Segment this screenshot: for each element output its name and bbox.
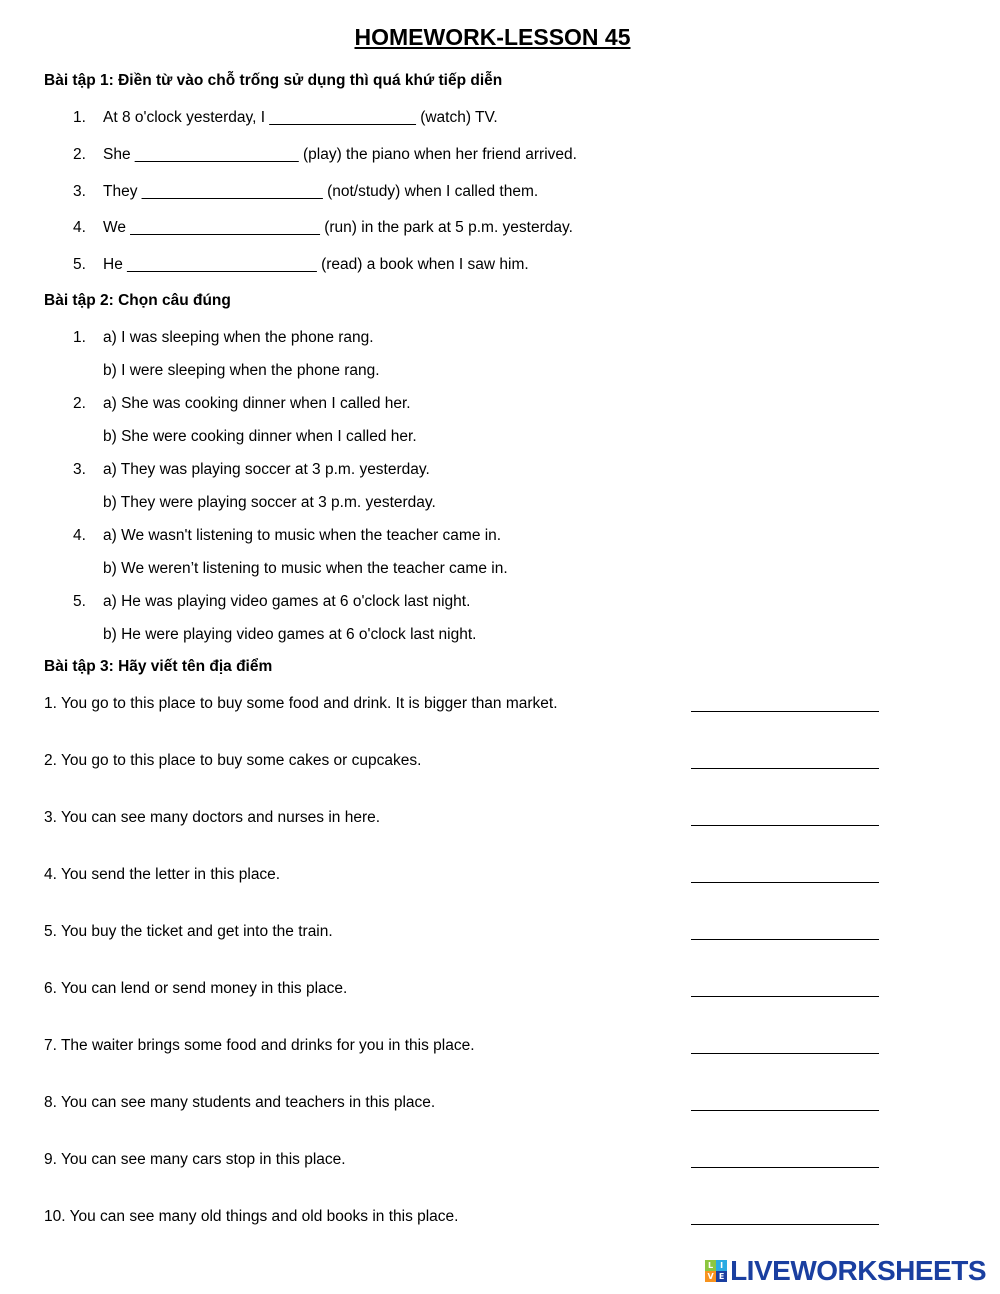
exercise1-item-text: He ______________________ (read) a book when I saw him.: [103, 256, 529, 273]
answer-blank[interactable]: [691, 711, 879, 712]
exercise3-question: 10. You can see many old things and old books in this place.: [44, 1208, 459, 1225]
exercise3-question: 5. You buy the ticket and get into the train.: [44, 923, 333, 940]
exercise3-question: 2. You go to this place to buy some cakes or cupcakes.: [44, 752, 422, 769]
answer-blank[interactable]: [691, 825, 879, 826]
exercise2-option-a: a) She was cooking dinner when I called her.: [103, 395, 411, 412]
exercise2-option-b: b) We weren’t listening to music when the teacher came in.: [103, 560, 508, 577]
exercise1-item-text: She ___________________ (play) the piano when her friend arrived.: [103, 146, 577, 163]
exercise3-question: 1. You go to this place to buy some food and drink. It is bigger than market.: [44, 695, 558, 712]
page-title: HOMEWORK-LESSON 45: [354, 24, 631, 50]
exercise2-item-number: 4.: [73, 527, 86, 544]
liveworksheets-icon: [705, 1260, 727, 1282]
logo-tile-v: V: [705, 1271, 716, 1282]
answer-blank[interactable]: [691, 1224, 879, 1225]
exercise2-item-number: 3.: [73, 461, 86, 478]
exercise1-item-number: 2.: [73, 146, 86, 163]
exercise2-option-a: a) They was playing soccer at 3 p.m. yesterday.: [103, 461, 430, 478]
exercise2-item-number: 5.: [73, 593, 86, 610]
exercise2-item-number: 1.: [73, 329, 86, 346]
exercise1-item-text: At 8 o'clock yesterday, I _________________ (watch) TV.: [103, 109, 498, 126]
answer-blank[interactable]: [691, 882, 879, 883]
exercise3-heading: Bài tập 3: Hãy viết tên địa điểm: [44, 658, 273, 675]
exercise1-heading: Bài tập 1: Điền từ vào chỗ trống sử dụng thì quá khứ tiếp diễn: [44, 72, 503, 89]
exercise3-question: 8. You can see many students and teachers in this place.: [44, 1094, 436, 1111]
exercise1-item-number: 5.: [73, 256, 86, 273]
answer-blank[interactable]: [691, 996, 879, 997]
exercise1-item-text: We ______________________ (run) in the park at 5 p.m. yesterday.: [103, 219, 573, 236]
answer-blank[interactable]: [691, 1110, 879, 1111]
answer-blank[interactable]: [691, 939, 879, 940]
logo-tile-l: L: [705, 1260, 716, 1271]
logo-text: LIVEWORKSHEETS: [730, 1255, 986, 1286]
exercise2-option-b: b) She were cooking dinner when I called her.: [103, 428, 417, 445]
exercise2-option-a: a) We wasn't listening to music when the teacher came in.: [103, 527, 502, 544]
logo-tile-i: I: [716, 1260, 727, 1271]
exercise2-option-a: a) He was playing video games at 6 o'clock last night.: [103, 593, 471, 610]
exercise3-question: 9. You can see many cars stop in this place.: [44, 1151, 346, 1168]
exercise3-question: 3. You can see many doctors and nurses in here.: [44, 809, 381, 826]
exercise1-item-number: 1.: [73, 109, 86, 126]
exercise2-option-a: a) I was sleeping when the phone rang.: [103, 329, 374, 346]
exercise3-question: 4. You send the letter in this place.: [44, 866, 281, 883]
answer-blank[interactable]: [691, 768, 879, 769]
exercise1-item-number: 4.: [73, 219, 86, 236]
exercise3-question: 7. The waiter brings some food and drinks for you in this place.: [44, 1037, 475, 1054]
exercise1-item-text: They _____________________ (not/study) when I called them.: [103, 183, 539, 200]
exercise2-option-b: b) He were playing video games at 6 o'clock last night.: [103, 626, 477, 643]
exercise2-heading: Bài tập 2: Chọn câu đúng: [44, 292, 231, 309]
answer-blank[interactable]: [691, 1053, 879, 1054]
exercise2-option-b: b) I were sleeping when the phone rang.: [103, 362, 380, 379]
liveworksheets-logo[interactable]: [705, 1255, 986, 1287]
exercise2-option-b: b) They were playing soccer at 3 p.m. yesterday.: [103, 494, 436, 511]
exercise1-item-number: 3.: [73, 183, 86, 200]
exercise2-item-number: 2.: [73, 395, 86, 412]
exercise3-question: 6. You can lend or send money in this place.: [44, 980, 348, 997]
logo-tile-e: E: [716, 1271, 727, 1282]
answer-blank[interactable]: [691, 1167, 879, 1168]
